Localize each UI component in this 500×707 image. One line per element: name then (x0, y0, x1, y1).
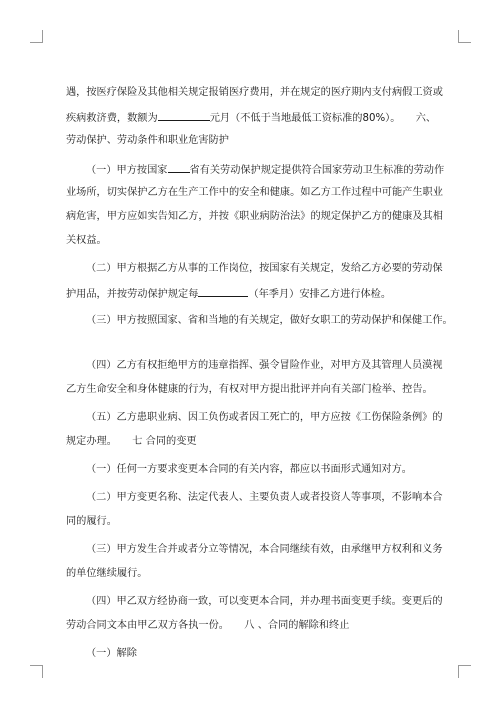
text-span: 元月（不低于当地最低工资标准的80%）。 六、 (209, 113, 437, 124)
text-line: （三）甲方按照国家、省和当地的有关规定，做好女职工的劳动保护和保健工作。 (86, 315, 453, 326)
crop-mark-bottom-left (30, 665, 43, 678)
text-line: （一）解除 (86, 648, 137, 659)
text-span: 省有关劳动保护规定提供符合国家劳动卫生标准的劳动作 (189, 165, 445, 176)
text-line: 规定办理。 七 合同的变更 (66, 436, 197, 447)
text-line (66, 110, 436, 124)
text-line: （一）任何一方要求变更本合同的有关内容，都应以书面形式通知对方。 (86, 464, 412, 475)
text-line: （四）甲乙双方经协商一致，可以变更本合同，并办理书面变更手续。变更后的 (86, 596, 443, 607)
text-line: 劳动合同文本由甲乙双方各执一份。 八 、合同的解除和终止 (66, 620, 350, 631)
crop-mark-top-right (458, 30, 471, 43)
text-line: （四）乙方有权拒绝甲方的违章指挥、强令冒险作业，对甲方及其管理人员漠视 (86, 360, 443, 371)
text-span: 护用品，并按劳动保护规定每 (66, 289, 199, 300)
section-heading: 劳动保护、劳动条件和职业危害防护 (66, 135, 229, 146)
text-line (66, 286, 391, 300)
text-span: （年季月）安排乙方进行体检。 (248, 289, 392, 300)
crop-mark-top-left (30, 30, 43, 43)
text-line: 乙方生命安全和身体健康的行为，有权对甲方提出批评并向有关部门检举、控告。 (66, 384, 433, 395)
crop-mark-bottom-right (458, 665, 471, 678)
text-line: （二）甲方变更名称、法定代表人、主要负责人或者投资人等事项，不影响本合 (86, 492, 443, 503)
text-line: 病危害，甲方应如实告知乙方，并按《职业病防治法》的规定保护乙方的健康及其相 (66, 211, 443, 222)
text-line: 的单位继续履行。 (66, 568, 148, 579)
text-line: 同的履行。 (66, 516, 117, 527)
text-line: （五）乙方患职业病、因工负伤或者因工死亡的，甲方应按《工伤保险条例》的 (86, 412, 443, 423)
fill-blank[interactable] (198, 286, 248, 297)
text-span: （一）甲方按国家 (86, 165, 168, 176)
fill-blank[interactable] (158, 110, 210, 121)
text-line: 关权益。 (66, 235, 107, 246)
text-line: （三）甲方发生合并或者分立等情况，本合同继续有效，由承继甲方权利和义务 (86, 544, 443, 555)
text-line: 业场所，切实保护乙方在生产工作中的安全和健康。如乙方工作过程中可能产生职业 (66, 187, 443, 198)
text-span: 疾病救济费，数额为 (66, 113, 158, 124)
fill-blank[interactable] (168, 162, 190, 173)
text-line: （二）甲方根据乙方从事的工作岗位，按国家有关规定，发给乙方必要的劳动保 (86, 263, 443, 274)
text-line (86, 162, 444, 176)
text-line: 遇，按医疗保险及其他相关规定报销医疗费用，并在规定的医疗期内支付病假工资或 (66, 87, 443, 98)
